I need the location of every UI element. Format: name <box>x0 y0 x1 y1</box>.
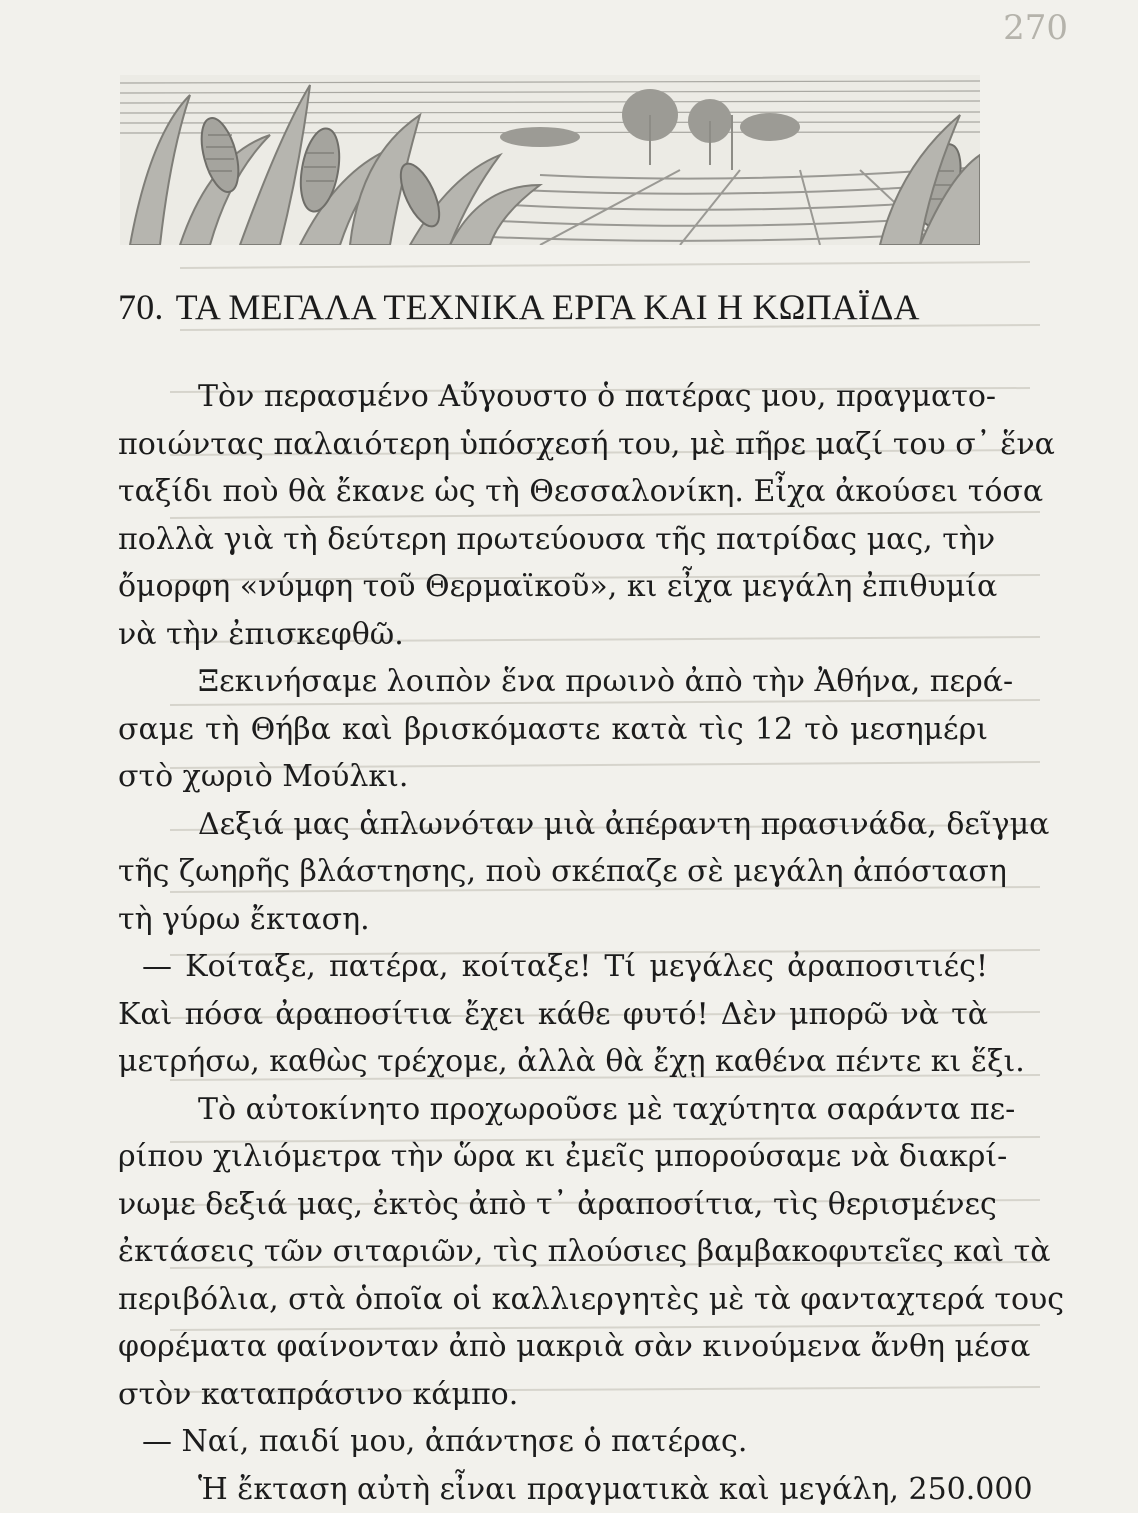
text-line: τὴ γύρω ἔκταση. <box>118 896 988 944</box>
text-line: Δεξιά μας ἁπλωνόταν μιὰ ἀπέραντη πρασινάδα, δεῖγμα <box>118 801 988 849</box>
text-line: τῆς ζωηρῆς βλάστησης, ποὺ σκέπαζε σὲ μεγάλη ἀπόσταση <box>118 848 988 896</box>
text-line: μετρήσω, καθὼς τρέχομε, ἀλλὰ θὰ ἔχῃ καθένα πέντε κι ἕξι. <box>118 1038 988 1086</box>
text-line: στὸν καταπράσινο κάμπο. <box>118 1371 988 1419</box>
text-line: Τὸν περασμένο Αὔγουστο ὁ πατέρας μου, πραγματο- <box>118 373 988 421</box>
text-line: ὄμορφη «νύμφη τοῦ Θερμαϊκοῦ», κι εἶχα μεγάλη ἐπιθυμία <box>118 563 988 611</box>
text-line: πολλὰ γιὰ τὴ δεύτερη πρωτεύουσα τῆς πατρίδας μας, τὴν <box>118 516 988 564</box>
text-line: σαμε τὴ Θήβα καὶ βρισκόμαστε κατὰ τὶς 12 τὸ μεσημέρι <box>118 706 988 754</box>
text-line: νὰ τὴν ἐπισκεφθῶ. <box>118 611 988 659</box>
text-line: νωμε δεξιά μας, ἐκτὸς ἀπὸ τ᾽ ἀραποσίτια, τὶς θερισμένες <box>118 1181 988 1229</box>
text-line: ταξίδι ποὺ θὰ ἔκανε ὡς τὴ Θεσσαλονίκη. Εἶχα ἀκούσει τόσα <box>118 468 988 516</box>
maize-field-illustration <box>120 75 980 245</box>
chapter-title: ΤΑ ΜΕΓΑΛΑ ΤΕΧΝΙΚΑ ΕΡΓΑ ΚΑΙ Η ΚΩΠΑΪΔΑ <box>176 287 920 327</box>
text-line: ἐκτάσεις τῶν σιταριῶν, τὶς πλούσιες βαμβακοφυτεῖες καὶ τὰ <box>118 1228 988 1276</box>
text-line: — Κοίταξε, πατέρα, κοίταξε! Τί μεγάλες ἀραποσιτιές! <box>118 943 988 991</box>
text-line: Ξεκινήσαμε λοιπὸν ἕνα πρωινὸ ἀπὸ τὴν Ἀθήνα, περά- <box>118 658 988 706</box>
page-number: 270 <box>1003 8 1068 48</box>
text-line: Καὶ πόσα ἀραποσίτια ἔχει κάθε φυτό! Δὲν μπορῶ νὰ τὰ <box>118 991 988 1039</box>
text-line: Τὸ αὐτοκίνητο προχωροῦσε μὲ ταχύτητα σαράντα πε- <box>118 1086 988 1134</box>
body-text <box>118 373 988 1513</box>
text-line: ρίπου χιλιόμετρα τὴν ὥρα κι ἐμεῖς μπορούσαμε νὰ διακρί- <box>118 1133 988 1181</box>
chapter-heading <box>118 286 998 328</box>
text-line: Ἡ ἔκταση αὐτὴ εἶναι πραγματικὰ καὶ μεγάλη, 250.000 <box>118 1466 988 1513</box>
chapter-number: 70. <box>118 287 164 327</box>
text-line: — Ναί, παιδί μου, ἀπάντησε ὁ πατέρας. <box>118 1418 988 1466</box>
text-line: φορέματα φαίνονταν ἀπὸ μακριὰ σὰν κινούμενα ἄνθη μέσα <box>118 1323 988 1371</box>
text-line: ποιώντας παλαιότερη ὑπόσχεσή του, μὲ πῆρε μαζί του σ᾽ ἕνα <box>118 421 988 469</box>
text-line: στὸ χωριὸ Μούλκι. <box>118 753 988 801</box>
text-line: περιβόλια, στὰ ὁποῖα οἱ καλλιεργητὲς μὲ τὰ φανταχτερά τους <box>118 1276 988 1324</box>
